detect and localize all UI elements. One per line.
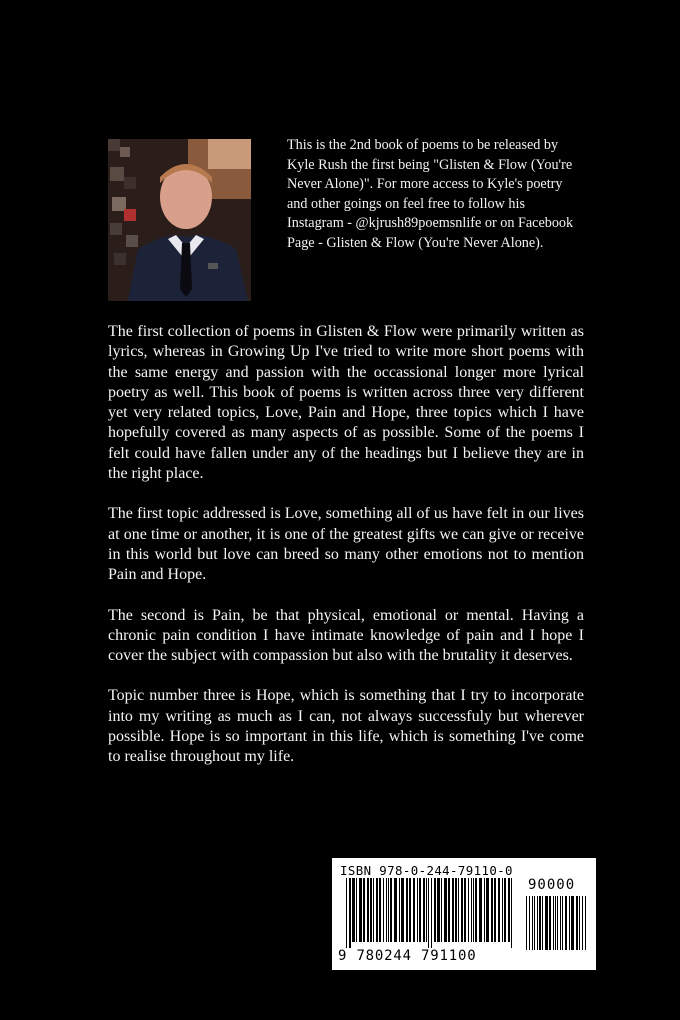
barcode-bar (560, 896, 561, 950)
barcode-bar (461, 878, 463, 942)
barcode-bar (484, 878, 485, 942)
blurb-body (108, 322, 584, 788)
barcode-bar (383, 878, 384, 942)
isbn-label: ISBN 978-0-244-79110-0 (340, 863, 513, 878)
barcode-bar (532, 896, 533, 950)
barcode-bar (431, 878, 432, 948)
barcode-bar (428, 878, 429, 948)
barcode-bar (379, 878, 381, 942)
barcode-bar (363, 878, 365, 942)
barcode-bar (417, 878, 418, 942)
barcode-bar (571, 896, 574, 950)
barcode-bar (406, 878, 408, 942)
barcode-bar (557, 896, 558, 950)
blurb-paragraph-pain: The second is Pain, be that physical, emotional or mental. Having a chronic pain condition I have intimate knowledge of pain and I hope I cover the subject with compassion but also with the brutality it deserves. (108, 606, 584, 665)
barcode-bar (486, 878, 489, 942)
barcode-bar (498, 878, 500, 942)
barcode-bar (553, 896, 554, 950)
barcode-bar (452, 878, 454, 942)
barcode-bar (367, 878, 369, 942)
barcode-bar (508, 878, 510, 942)
barcode-bar (359, 878, 362, 942)
author-photo (108, 139, 251, 301)
author-bio: This is the 2nd book of poems to be released by Kyle Rush the first being "Glisten & Flow (You're Never Alone)". For more access to Kyle's poetry and other goings on feel free to follow his Instagram - @kjrush89poemsnlife or on Facebook Page - Glisten & Flow (You're Never Alone). (287, 137, 574, 251)
barcode-bar (468, 878, 469, 942)
barcode-bar (539, 896, 541, 950)
barcode-bar (448, 878, 450, 942)
barcode-bar (388, 878, 389, 942)
author-portrait-image (108, 139, 251, 301)
barcode-bar (491, 878, 493, 942)
barcode-bar (562, 896, 563, 950)
price-code: 90000 (528, 877, 576, 893)
barcode-bar (376, 878, 378, 942)
barcode-bar (537, 896, 538, 950)
blurb-paragraph-love: The first topic addressed is Love, something all of us have felt in our lives at one time or another, it is one of the greatest gifts we can give or receive in this world but love can breed so many other emotions not to mention Pain and Hope. (108, 505, 584, 584)
barcode-bar (386, 878, 387, 942)
price-addon-bars (526, 896, 588, 956)
barcode-bar (504, 878, 506, 942)
barcode-bar (390, 878, 392, 942)
barcode-bar (409, 878, 411, 942)
barcode-bar (511, 878, 512, 948)
barcode-bar (458, 878, 459, 942)
barcode-bar (475, 878, 477, 942)
barcode-bar (502, 878, 503, 942)
ean13-bars (346, 878, 514, 948)
barcode-bar (576, 896, 578, 950)
barcode-bar (526, 896, 527, 950)
barcode-bar (399, 878, 400, 942)
barcode-bar (555, 896, 556, 950)
barcode-bar (545, 896, 548, 950)
barcode-bar (346, 878, 347, 948)
barcode-bar (464, 878, 466, 942)
barcode-bar (437, 878, 440, 942)
barcode-bar (471, 878, 472, 942)
barcode-bar (426, 878, 427, 942)
barcode-bar (455, 878, 457, 942)
barcode-bar (394, 878, 397, 942)
barcode-bar (434, 878, 436, 942)
barcode-bar (356, 878, 357, 942)
barcode-bar (569, 896, 570, 950)
barcode-bar (529, 896, 530, 950)
barcode-bar (579, 896, 580, 950)
barcode-bar (549, 896, 551, 950)
barcode-bar (373, 878, 374, 942)
barcode-bar (401, 878, 404, 942)
barcode-bar (441, 878, 442, 942)
barcode-bar (565, 896, 567, 950)
barcode-bar (582, 896, 583, 950)
blurb-paragraph-intro: The first collection of poems in Glisten & Flow were primarily written as lyrics, whereas in Growing Up I've tried to write more short poems with the same energy and passion with the occassional longer more lyrical poetry as well. This book of poems is written across three very different yet very related topics, Love, Pain and Hope, three topics which I have hopefully covered as many aspects of as possible. Some of the poems I felt could have fallen under any of the headings but I believe they are in the right place. (108, 323, 584, 483)
blurb-paragraph-hope: Topic number three is Hope, which is something that I try to incorporate into my writing as much as I can, not always successfuly but wherever possible. Hope is so important in this life, which is something I've come to realise throughout my life. (108, 687, 584, 766)
barcode-bar (479, 878, 482, 942)
barcode-bar (542, 896, 543, 950)
barcode-bar (352, 878, 355, 942)
barcode-bar (534, 896, 535, 950)
barcode-bar (473, 878, 474, 942)
barcode-bar (423, 878, 425, 942)
barcode-bar (585, 896, 586, 950)
barcode-bar (349, 878, 351, 948)
barcode-bar (419, 878, 421, 942)
barcode-bar (444, 878, 447, 942)
barcode-bar (413, 878, 415, 942)
barcode-bar (494, 878, 496, 942)
isbn-digits: 9 780244 791100 (338, 948, 477, 964)
barcode-bar (370, 878, 372, 942)
isbn-barcode (332, 858, 596, 970)
